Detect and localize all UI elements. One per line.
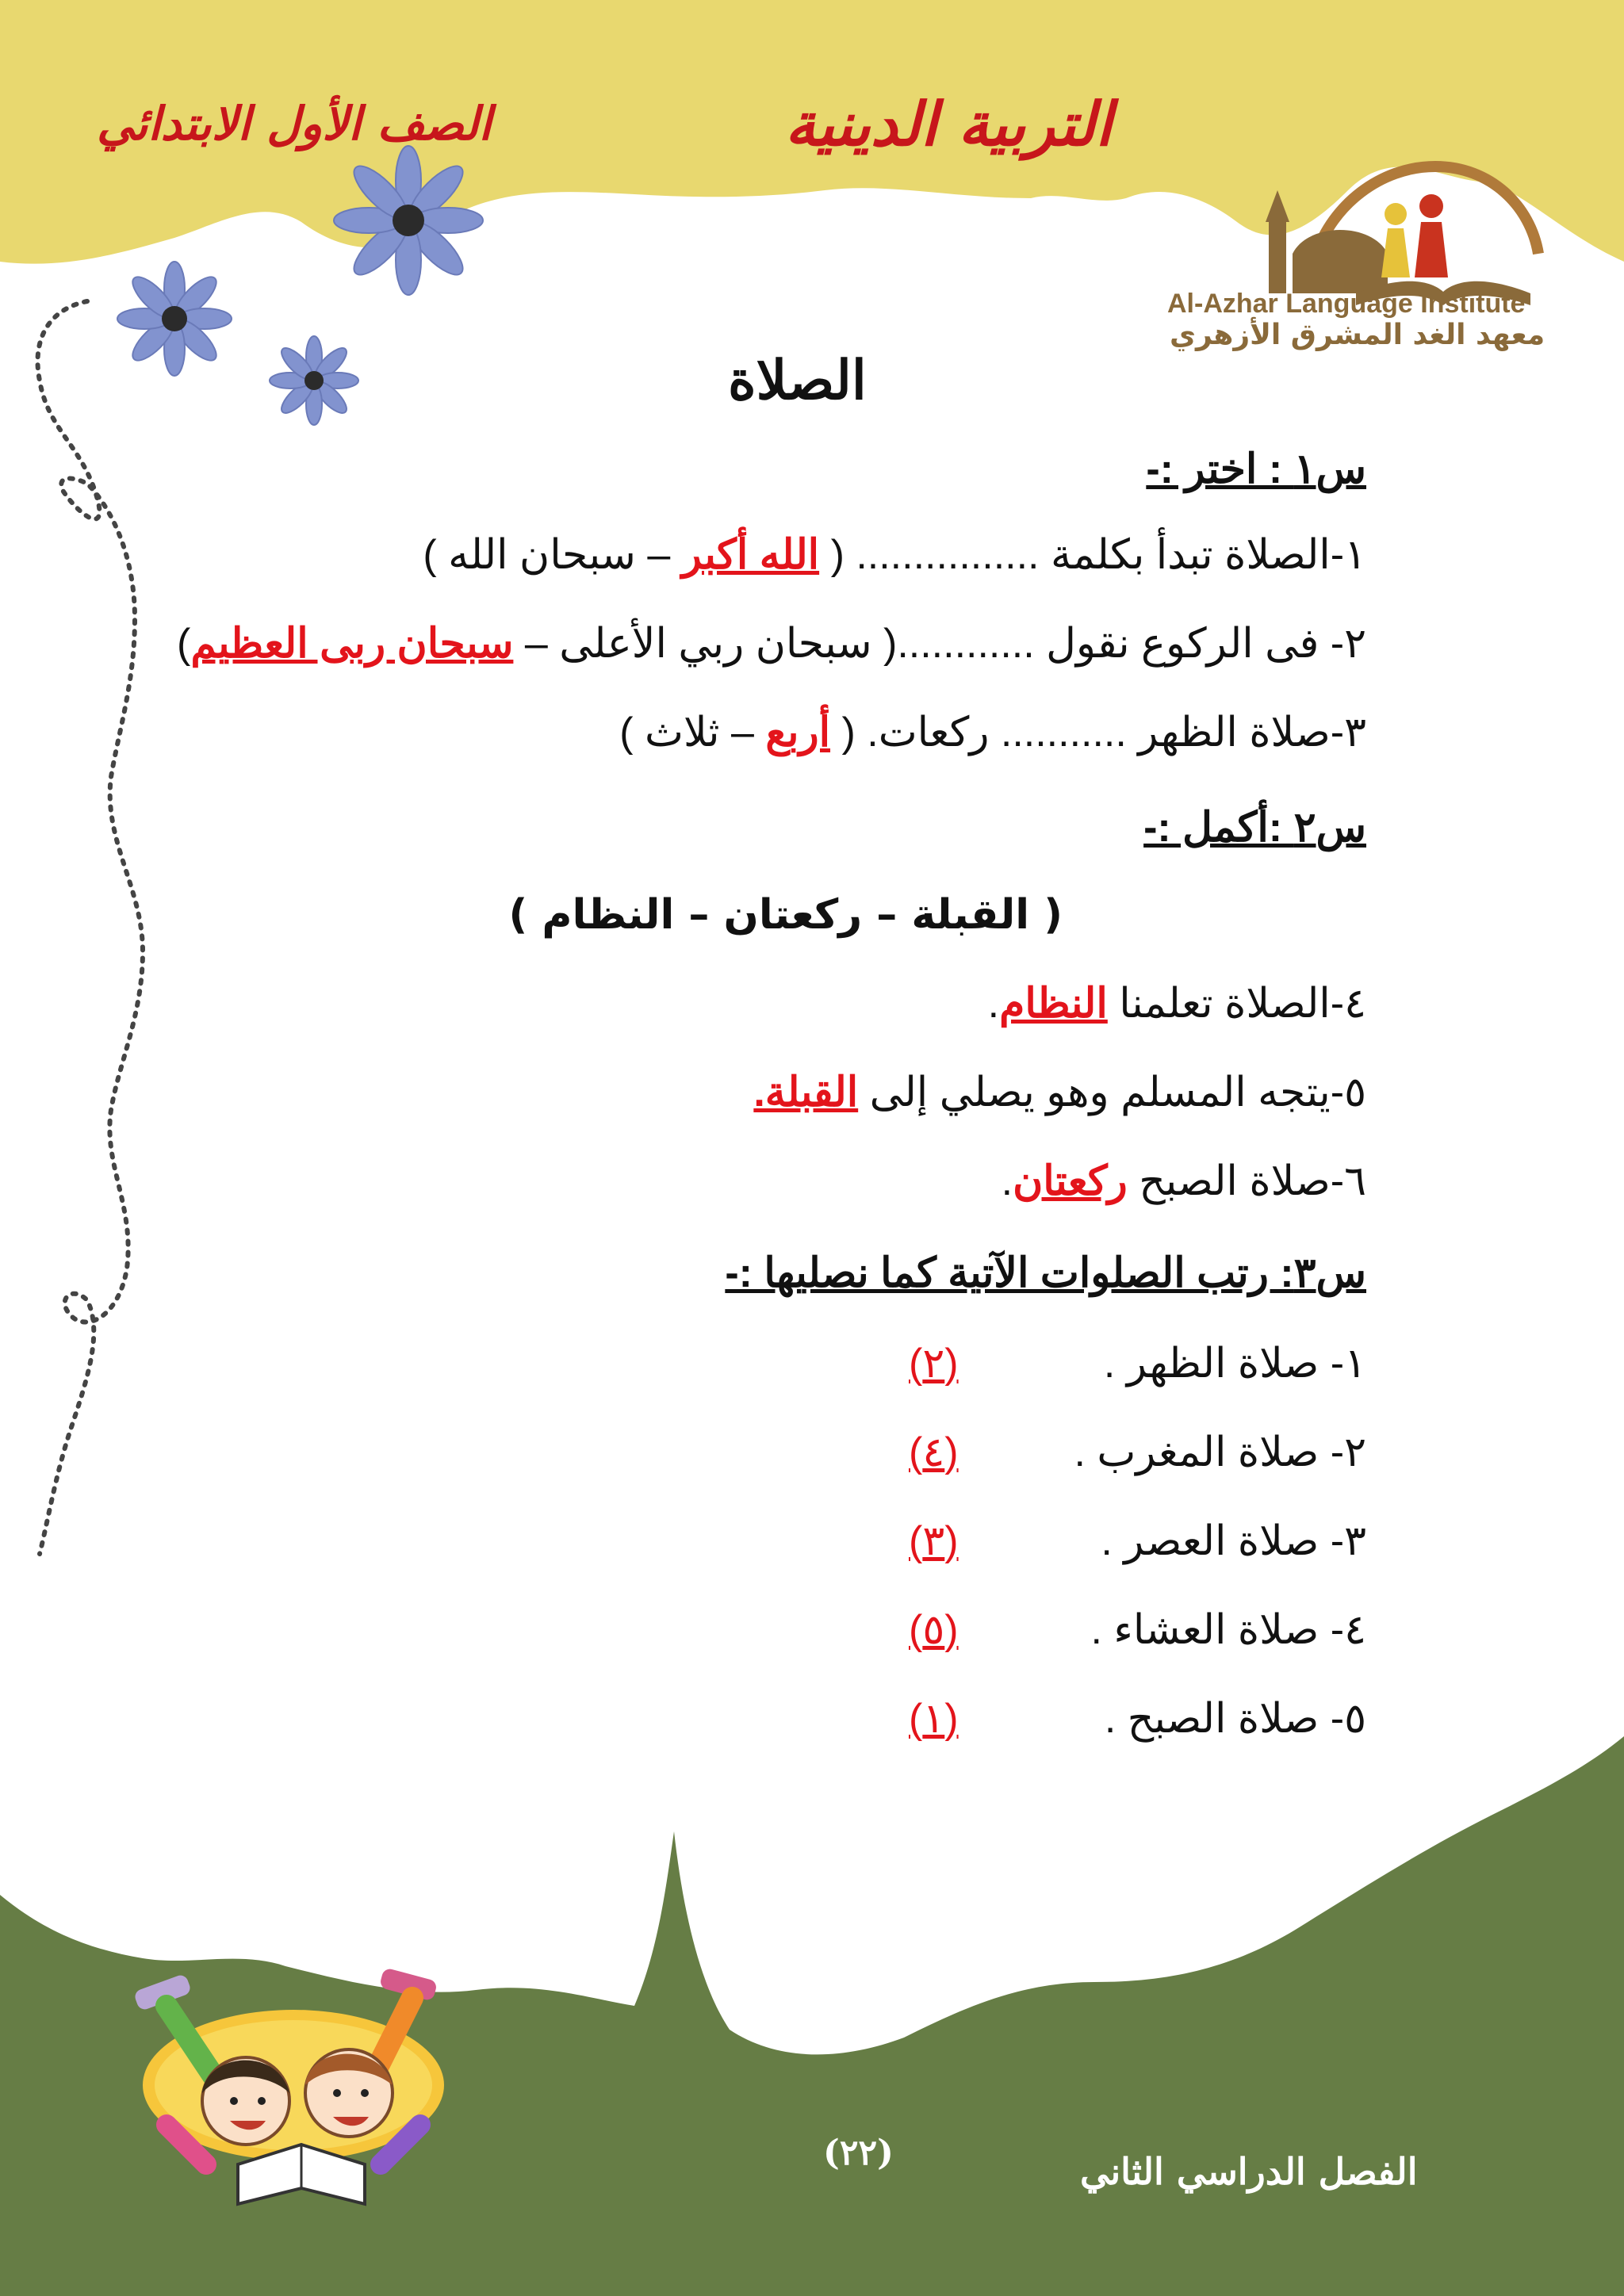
item-answer: النظام — [999, 981, 1108, 1027]
section1-item-2 — [0, 620, 1366, 668]
section2-item-4 — [18, 980, 1366, 1027]
section1-item-1 — [18, 531, 1366, 579]
section2-item-5 — [18, 1069, 1366, 1116]
order-answer-4: (٥) — [909, 1607, 959, 1653]
flower-small — [270, 336, 358, 425]
item-text-after: . — [987, 981, 1000, 1027]
section2-heading: س٢ :أكمل :- — [1143, 805, 1366, 851]
order-item-2: ٢- صلاة المغرب . — [1074, 1429, 1366, 1475]
item-answer: ركعتان — [1013, 1158, 1128, 1204]
item-text: ٤-الصلاة تعلمنا — [1107, 981, 1366, 1027]
order-item-4: ٤- صلاة العشاء . — [1090, 1607, 1366, 1653]
order-answer-3: (٣) — [909, 1518, 959, 1564]
page-number: (٢٢) — [823, 2133, 894, 2173]
item-text: ٥-يتجه المسلم وهو يصلي إلى — [858, 1070, 1366, 1115]
flower-large — [334, 146, 483, 295]
section3-heading-row — [18, 1249, 1366, 1297]
section1-item-3 — [18, 709, 1366, 756]
grade-label: الصف الأول الابتدائي — [97, 97, 492, 151]
item-answer: أربع — [765, 710, 831, 756]
section2-heading-row — [18, 804, 1366, 851]
item-text-after: – سبحان الله ) — [423, 532, 682, 578]
item-text: ٢- فى الركوع نقول ............( سبحان ربي الأعلى – — [513, 621, 1366, 667]
item-text: ٣-صلاة الظهر ........... ركعات. ( — [830, 710, 1366, 756]
section1-heading: س١ : اختر :- — [1146, 446, 1366, 492]
item-text-after: ) — [177, 621, 191, 667]
section3-heading: س٣: رتب الصلوات الآتية كما نصليها :- — [725, 1250, 1366, 1296]
item-text-after: – ثلاث ) — [619, 710, 766, 756]
item-text: ١-الصلاة تبدأ بكلمة ................ ( — [819, 532, 1366, 578]
institute-name-english: Al-Azhar Language Institute — [1167, 289, 1526, 319]
lesson-title: الصلاة — [728, 349, 867, 412]
word-bank: ( القبلة – ركعتان – النظام ) — [508, 891, 1063, 939]
order-item-5: ٥- صلاة الصبح . — [1104, 1696, 1366, 1742]
flower-medium — [117, 262, 232, 376]
order-item-1: ١- صلاة الظهر . — [1103, 1341, 1366, 1387]
semester-label: الفصل الدراسي الثاني — [1080, 2150, 1418, 2193]
section2-item-6 — [18, 1158, 1366, 1205]
item-answer: سبحان ربى العظيم — [190, 621, 514, 667]
item-text-after: . — [1001, 1158, 1013, 1204]
subject-title: التربية الدينية — [785, 89, 1113, 159]
item-text: ٦-صلاة الصبح — [1127, 1158, 1366, 1204]
item-answer: الله أكبر — [681, 532, 820, 578]
order-item-3: ٣- صلاة العصر . — [1101, 1518, 1366, 1564]
section1-heading-row — [18, 446, 1366, 493]
order-answer-1: (٢) — [909, 1341, 959, 1387]
institute-name-arabic: معهد الغد المشرق الأزهري — [1170, 319, 1545, 351]
order-answer-2: (٤) — [909, 1429, 959, 1475]
order-answer-5: (١) — [909, 1696, 959, 1742]
item-answer: القبلة. — [753, 1070, 859, 1115]
